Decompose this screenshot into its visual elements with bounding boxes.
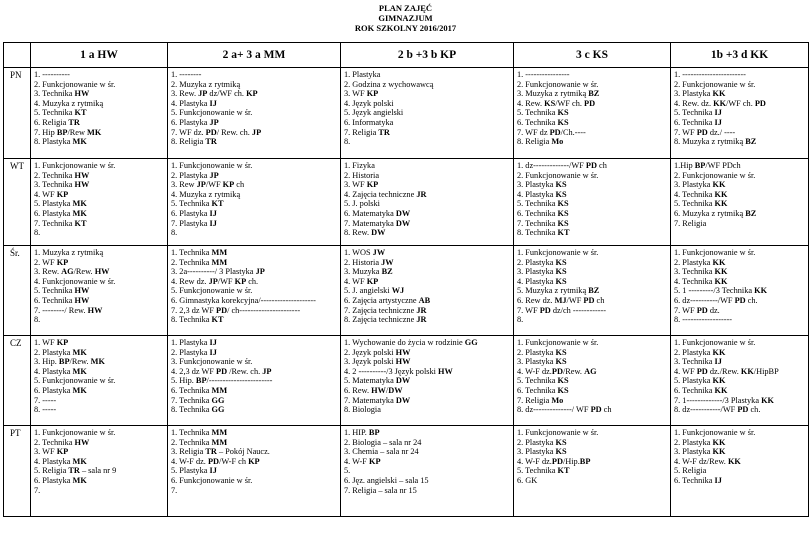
lesson-line: 6. Technika MM xyxy=(171,385,228,395)
lesson-line: 1. Funkcjonowanie w śr. xyxy=(674,338,756,347)
lesson-line: 3. Technika HW xyxy=(34,89,90,99)
lesson-line: 3. Hip. BP/Rew. MK xyxy=(34,357,105,367)
lesson-line: 3. WF KP xyxy=(34,447,69,457)
lesson-line: 7. Matematyka DW xyxy=(344,218,411,228)
lesson-line: 7. Zajęcia techniczne JR xyxy=(344,305,427,315)
lesson-line: 7. 2,3 dz WF PD/ ch---------------------- xyxy=(171,305,301,315)
lesson-line: 5. Religia TR – sala nr 9 xyxy=(34,466,117,476)
schedule-cell xyxy=(514,336,671,426)
lesson-line: 6. Technika KK xyxy=(674,385,728,395)
lesson-line: 4. W-F KP xyxy=(344,456,381,466)
lesson-line: 2. Muzyka z rytmiką xyxy=(171,79,241,89)
lesson-line: 6. Plastyka IJ xyxy=(171,208,217,218)
lesson-line: 5. Technika KS xyxy=(517,108,569,118)
schedule-cell xyxy=(671,68,809,159)
lesson-line: 1. Funkcjonowanie w śr. xyxy=(674,428,756,437)
school-name: GIMNAZJUM xyxy=(378,13,433,23)
lesson-line: 8. Biologia xyxy=(344,405,381,415)
lesson-line: 2. Technika MM xyxy=(171,257,228,267)
lesson-line xyxy=(517,495,670,505)
lesson-line: 3. Muzyka z rytmiką BZ xyxy=(517,89,600,99)
lesson-line: 3. Funkcjonowanie w śr. xyxy=(171,357,253,367)
lesson-line: 6. Jęz. angielski – sala 15 xyxy=(344,475,429,485)
lesson-line: 1. WOS JW xyxy=(344,248,386,257)
day-row xyxy=(4,426,809,517)
lesson-line xyxy=(674,228,808,238)
schedule-cell xyxy=(671,159,809,246)
lesson-line: 1. Technika MM xyxy=(171,428,228,437)
lesson-line: 6. Rew dz. MJ/WF PD ch xyxy=(517,295,605,305)
lesson-line: 1. Funkcjonowanie w śr. xyxy=(34,428,116,437)
lesson-line: 5. J. polski xyxy=(344,199,380,209)
lesson-line: 4. W-F dz/Rew. KK xyxy=(674,456,741,466)
lesson-line: 8. xyxy=(344,137,351,147)
page-header xyxy=(0,0,811,42)
lesson-line: 1. Funkcjonowanie w śr. xyxy=(517,338,599,347)
lesson-line: 8. dz--------------/ WF PD ch xyxy=(517,405,612,415)
lesson-line: 8. Religia Mo xyxy=(517,137,564,147)
schedule-cell xyxy=(31,159,168,246)
lesson-line: 7. Plastyka IJ xyxy=(171,218,217,228)
lesson-line: 2. Plastyka KS xyxy=(517,437,567,447)
day-row xyxy=(4,246,809,336)
lesson-line: 2. Historia xyxy=(344,170,380,180)
lesson-line: 7. WF PD dz./ ---- xyxy=(674,127,736,137)
lesson-line: 3. Plastyka KS xyxy=(517,180,567,190)
lesson-line: 1. Funkcjonowanie w śr. xyxy=(171,161,253,170)
schedule-cell xyxy=(671,426,809,517)
lesson-line: 5. Technika KS xyxy=(517,199,569,209)
schedule-cell xyxy=(31,246,168,336)
schedule-cell xyxy=(168,68,341,159)
lesson-line: 3. Plastyka KS xyxy=(517,267,567,277)
lesson-line: 1. ---------- xyxy=(34,70,70,79)
lesson-line: 7. Technika GG xyxy=(171,395,225,405)
lesson-line: 8. Technika KT xyxy=(171,315,224,325)
schedule-cell xyxy=(341,426,514,517)
lesson-line: 7. ----- xyxy=(34,395,57,405)
lesson-line: 3. Technika HW xyxy=(34,180,90,190)
lesson-line: 2. Plastyka IJ xyxy=(171,347,217,357)
lesson-line: 7. Technika KS xyxy=(517,218,569,228)
lesson-line: 6. dz----------/WF PD ch. xyxy=(674,295,758,305)
lesson-line: 8. xyxy=(34,228,41,238)
class-header: 1 a HW xyxy=(31,43,168,68)
schedule-cell xyxy=(514,159,671,246)
lesson-line: 5. J. angielski WJ xyxy=(344,286,405,296)
schedule-cell xyxy=(671,246,809,336)
lesson-line: 2. Plastyka KK xyxy=(674,257,726,267)
lesson-line: 7. Technika KT xyxy=(34,218,87,228)
schedule-cell xyxy=(341,68,514,159)
lesson-line: 6. Plastyka MK xyxy=(34,208,87,218)
class-header: 3 c KS xyxy=(514,43,671,68)
lesson-line: 8. Plastyka MK xyxy=(34,137,87,147)
lesson-line: 6. Matematyka DW xyxy=(344,208,411,218)
schedule-cell xyxy=(341,246,514,336)
lesson-line: 1. HIP. BP xyxy=(344,428,380,437)
lesson-line: 3. Muzyka BZ xyxy=(344,267,393,277)
lesson-line: 4. W-F dz.PD/Hip.BP xyxy=(517,456,591,466)
lesson-line: 7. Hip BP/Rew MK xyxy=(34,127,102,137)
header-row xyxy=(4,43,809,68)
lesson-line: 1. dz-------------/WF PD ch xyxy=(517,161,607,170)
lesson-line: 5. Hip. BP/----------------------- xyxy=(171,376,273,386)
lesson-line: 3. 2a----------/ 3 Plastyka JP xyxy=(171,267,265,277)
schedule-cell xyxy=(514,426,671,517)
day-row xyxy=(4,336,809,426)
lesson-line: 3. WF KP xyxy=(344,89,379,99)
lesson-line: 4. Muzyka z rytmiką xyxy=(34,98,104,108)
lesson-line: 3. Plastyka KK xyxy=(674,89,726,99)
lesson-line: 5. xyxy=(344,466,351,476)
lesson-line: 8. Zajęcia techniczne JR xyxy=(344,315,427,325)
lesson-line: 1. Funkcjonowanie w śr. xyxy=(517,428,599,437)
lesson-line: 5. Technika HW xyxy=(34,286,90,296)
lesson-line: 5. Technika KT xyxy=(34,108,87,118)
lesson-line: 4. Plastyka KS xyxy=(517,189,567,199)
lesson-line: 8. xyxy=(171,228,178,238)
lesson-line: 6. Technika HW xyxy=(34,295,90,305)
lesson-line: 3. Plastyka KK xyxy=(674,447,726,457)
lesson-line: 1. ----------------------- xyxy=(674,70,746,79)
lesson-line: 8. ----- xyxy=(34,405,57,415)
lesson-line: 4. Technika KK xyxy=(674,276,728,286)
day-row xyxy=(4,159,809,246)
lesson-line: 2. Funkcjonowanie w śr. xyxy=(34,79,116,89)
lesson-line: 7. WF dz PD/Ch.---- xyxy=(517,127,586,137)
lesson-line xyxy=(344,495,513,505)
lesson-line: 8. Rew. DW xyxy=(344,228,386,238)
lesson-line: 8. dz-----------/WF PD ch. xyxy=(674,405,761,415)
day-label: CZ xyxy=(4,336,31,426)
class-header: 1b +3 d KK xyxy=(671,43,809,68)
lesson-line: 5. Technika IJ xyxy=(674,108,722,118)
lesson-line: 2. Plastyka KK xyxy=(674,437,726,447)
schedule-cell xyxy=(31,426,168,517)
lesson-line: 4. Rew dz. JP/WF KP ch. xyxy=(171,276,259,286)
lesson-line: 2. WF KP xyxy=(34,257,69,267)
lesson-line: 5. Muzyka z rytmiką BZ xyxy=(517,286,600,296)
lesson-line: 4. Język polski xyxy=(344,98,394,108)
lesson-line: 8. Religia TR xyxy=(171,137,217,147)
lesson-line: 6. Muzyka z rytmiką BZ xyxy=(674,208,757,218)
lesson-line: 5. Język angielski xyxy=(344,108,404,118)
lesson-line: 2. Historia JW xyxy=(344,257,394,267)
schedule-cell xyxy=(168,336,341,426)
day-label: Śr. xyxy=(4,246,31,336)
lesson-line: 4. Rew. KS/WF ch. PD xyxy=(517,98,596,108)
lesson-line: 1. Funkcjonowanie w śr. xyxy=(517,248,599,257)
lesson-line: 6. Plastyka MK xyxy=(34,385,87,395)
lesson-line: 1. -------- xyxy=(171,70,202,79)
lesson-line: 3. WF KP xyxy=(344,180,379,190)
lesson-line: 4. W-F dz. PD/W-F ch KP xyxy=(171,456,260,466)
lesson-line: 3. Rew JP/WF KP ch xyxy=(171,180,245,190)
lesson-line: 1. ---------------- xyxy=(517,70,570,79)
lesson-line: 1. WF KP xyxy=(34,338,69,347)
lesson-line: 6. Plastyka MK xyxy=(34,475,87,485)
lesson-line: 4. Plastyka IJ xyxy=(171,98,217,108)
schedule-cell xyxy=(671,336,809,426)
lesson-line: 7. WF dz. PD/ Rew. ch. JP xyxy=(171,127,262,137)
lesson-line: 4. Technika KK xyxy=(674,189,728,199)
lesson-line: 5. Technika KK xyxy=(674,199,728,209)
corner-cell xyxy=(4,43,31,68)
lesson-line: 3. Rew. JP dz/WF ch. KP xyxy=(171,89,258,99)
lesson-line: 1. Plastyka xyxy=(344,70,381,79)
lesson-line: 2. Funkcjonowanie w śr. xyxy=(517,170,599,180)
lesson-line: 4. WF PD dz./Rew. KK/HipBP xyxy=(674,366,779,376)
lesson-line: 7. Religia Mo xyxy=(517,395,564,405)
lesson-line: 8. xyxy=(34,315,41,325)
lesson-line: 4. Funkcjonowanie w śr. xyxy=(34,276,116,286)
lesson-line: 1. Funkcjonowanie w śr. xyxy=(674,248,756,257)
schedule-cell xyxy=(514,246,671,336)
lesson-line: 8. ------------------ xyxy=(674,315,733,325)
lesson-line: 5. Plastyka MK xyxy=(34,199,87,209)
lesson-line: 7. Religia – sala nr 15 xyxy=(344,485,417,495)
lesson-line: 7. 1-------------/3 Plastyka KK xyxy=(674,395,775,405)
lesson-line: 6. Technika KS xyxy=(517,117,569,127)
lesson-line: 4. W-F dz.PD/Rew. AG xyxy=(517,366,597,376)
lesson-line: 2. Plastyka MK xyxy=(34,347,87,357)
lesson-line: 2. Biologia – sala nr 24 xyxy=(344,437,422,447)
schedule-cell xyxy=(31,68,168,159)
schedule-cell xyxy=(168,246,341,336)
lesson-line: 1. Muzyka z rytmiką xyxy=(34,248,104,257)
lesson-line: 1. Wychowanie do życia w rodzinie GG xyxy=(344,338,478,347)
lesson-line: 5. Religia xyxy=(674,466,707,476)
lesson-line: 3. Chemia – sala nr 24 xyxy=(344,447,419,457)
lesson-line: 2. Godzina z wychowawcą xyxy=(344,79,434,89)
lesson-line: 2. Funkcjonowanie w śr. xyxy=(517,79,599,89)
lesson-line: 6. Informatyka xyxy=(344,117,394,127)
lesson-line: 2. Plastyka JP xyxy=(171,170,219,180)
lesson-line: 4. Zajęcia techniczne JR xyxy=(344,189,427,199)
lesson-line: 6. Zajęcia artystyczne AB xyxy=(344,295,431,305)
day-row xyxy=(4,68,809,159)
lesson-line: 1. Fizyka xyxy=(344,161,375,170)
lesson-line: 1. Plastyka IJ xyxy=(171,338,217,347)
lesson-line: 7. Religia xyxy=(674,218,707,228)
lesson-line xyxy=(674,486,808,496)
lesson-line: 3. Język polski HW xyxy=(344,357,411,367)
lesson-line: 5. Plastyka KK xyxy=(674,376,726,386)
plan-title: PLAN ZAJĘĆ xyxy=(378,3,433,13)
timetable xyxy=(3,42,809,517)
lesson-line: 7. xyxy=(34,485,41,495)
lesson-line: 5. Technika KT xyxy=(171,199,224,209)
lesson-line: 8. Technika GG xyxy=(171,405,225,415)
lesson-line: 3. Technika KK xyxy=(674,267,728,277)
lesson-line: 6. Plastyka JP xyxy=(171,117,219,127)
lesson-line xyxy=(171,495,340,505)
lesson-line: 3. Plastyka KK xyxy=(674,180,726,190)
lesson-line: 8. xyxy=(517,315,524,325)
lesson-line: 7. Religia TR xyxy=(344,127,390,137)
lesson-line: 8. Muzyka z rytmiką BZ xyxy=(674,137,757,147)
lesson-line: 6. Technika KS xyxy=(517,208,569,218)
lesson-line: 3. Technika IJ xyxy=(674,357,722,367)
schedule-cell xyxy=(31,336,168,426)
lesson-line: 7. xyxy=(171,485,178,495)
lesson-line: 2. Plastyka KK xyxy=(674,347,726,357)
lesson-line: 6. Rew. HW/DW xyxy=(344,385,403,395)
lesson-line xyxy=(674,495,808,505)
schedule-cell xyxy=(341,159,514,246)
lesson-line: 2. Technika HW xyxy=(34,170,90,180)
lesson-line: 6. Gimnastyka korekcyjna/-------------------- xyxy=(171,295,316,305)
lesson-line: 8. Technika KT xyxy=(517,228,570,238)
lesson-line: 7. Matematyka DW xyxy=(344,395,411,405)
lesson-line: 7. WF PD dz. xyxy=(674,305,720,315)
lesson-line: 4. Plastyka KS xyxy=(517,276,567,286)
lesson-line: 3. Religia TR – Pokój Naucz. xyxy=(171,447,270,457)
lesson-line xyxy=(517,486,670,496)
schedule-cell xyxy=(168,159,341,246)
lesson-line: 6. Technika IJ xyxy=(674,117,722,127)
day-label: PT xyxy=(4,426,31,517)
lesson-line: 3. Plastyka KS xyxy=(517,447,567,457)
lesson-line: 6. Technika KS xyxy=(517,385,569,395)
day-label: WT xyxy=(4,159,31,246)
lesson-line: 4. Plastyka MK xyxy=(34,456,87,466)
lesson-line: 5. Technika KT xyxy=(517,466,570,476)
lesson-line: 3. Rew. AG/Rew. HW xyxy=(34,267,110,277)
lesson-line: 2. Funkcjonowanie w śr. xyxy=(674,79,756,89)
lesson-line: 5. Funkcjonowanie w śr. xyxy=(171,108,253,118)
lesson-line: 5. Plastyka IJ xyxy=(171,466,217,476)
lesson-line: 2. Plastyka KS xyxy=(517,257,567,267)
lesson-line: 2. Plastyka KS xyxy=(517,347,567,357)
day-label: PN xyxy=(4,68,31,159)
lesson-line: 6. Funkcjonowanie w śr. xyxy=(171,475,253,485)
lesson-line: 6. GK xyxy=(517,475,538,485)
school-year: ROK SZKOLNY 2016/2017 xyxy=(354,23,457,33)
lesson-line: 4. 2,3 dz WF PD /Rew. ch. JP xyxy=(171,366,272,376)
schedule-cell xyxy=(514,68,671,159)
lesson-line: 6. Religia TR xyxy=(34,117,80,127)
lesson-line: 4. WF KP xyxy=(34,189,69,199)
lesson-line: 5. Technika KS xyxy=(517,376,569,386)
lesson-line: 5. Funkcjonowanie w śr. xyxy=(34,376,116,386)
lesson-line: 5. Funkcjonowanie w śr. xyxy=(171,286,253,296)
schedule-cell xyxy=(341,336,514,426)
lesson-line: 5. 1 ---------/3 Technika KK xyxy=(674,286,768,296)
lesson-line: 1.Hip BP/WF PDch xyxy=(674,161,741,170)
lesson-line: 2. Język polski HW xyxy=(344,347,411,357)
schedule-cell xyxy=(168,426,341,517)
class-header: 2 b +3 b KP xyxy=(341,43,514,68)
lesson-line: 4. 2 ----------/3 Język polski HW xyxy=(344,366,453,376)
lesson-line: 7. --------/ Rew. HW xyxy=(34,305,103,315)
lesson-line: 6. Technika IJ xyxy=(674,475,722,485)
lesson-line: 2. Technika MM xyxy=(171,437,228,447)
lesson-line: 4. WF KP xyxy=(344,276,379,286)
lesson-line: 1. Technika MM xyxy=(171,248,228,257)
lesson-line: 4. Muzyka z rytmiką xyxy=(171,189,241,199)
lesson-line: 4. Plastyka MK xyxy=(34,366,87,376)
lesson-line: 2. Technika HW xyxy=(34,437,90,447)
lesson-line: 2. Funkcjonowanie w śr. xyxy=(674,170,756,180)
lesson-line xyxy=(34,495,167,505)
lesson-line: 5. Matematyka DW xyxy=(344,376,411,386)
class-header: 2 a+ 3 a MM xyxy=(168,43,341,68)
lesson-line: 1. Funkcjonowanie w śr. xyxy=(34,161,116,170)
lesson-line: 3. Plastyka KS xyxy=(517,357,567,367)
lesson-line: 4. Rew. dz. KK/WF ch. PD xyxy=(674,98,766,108)
lesson-line: 7. WF PD dz/ch ------------ xyxy=(517,305,607,315)
